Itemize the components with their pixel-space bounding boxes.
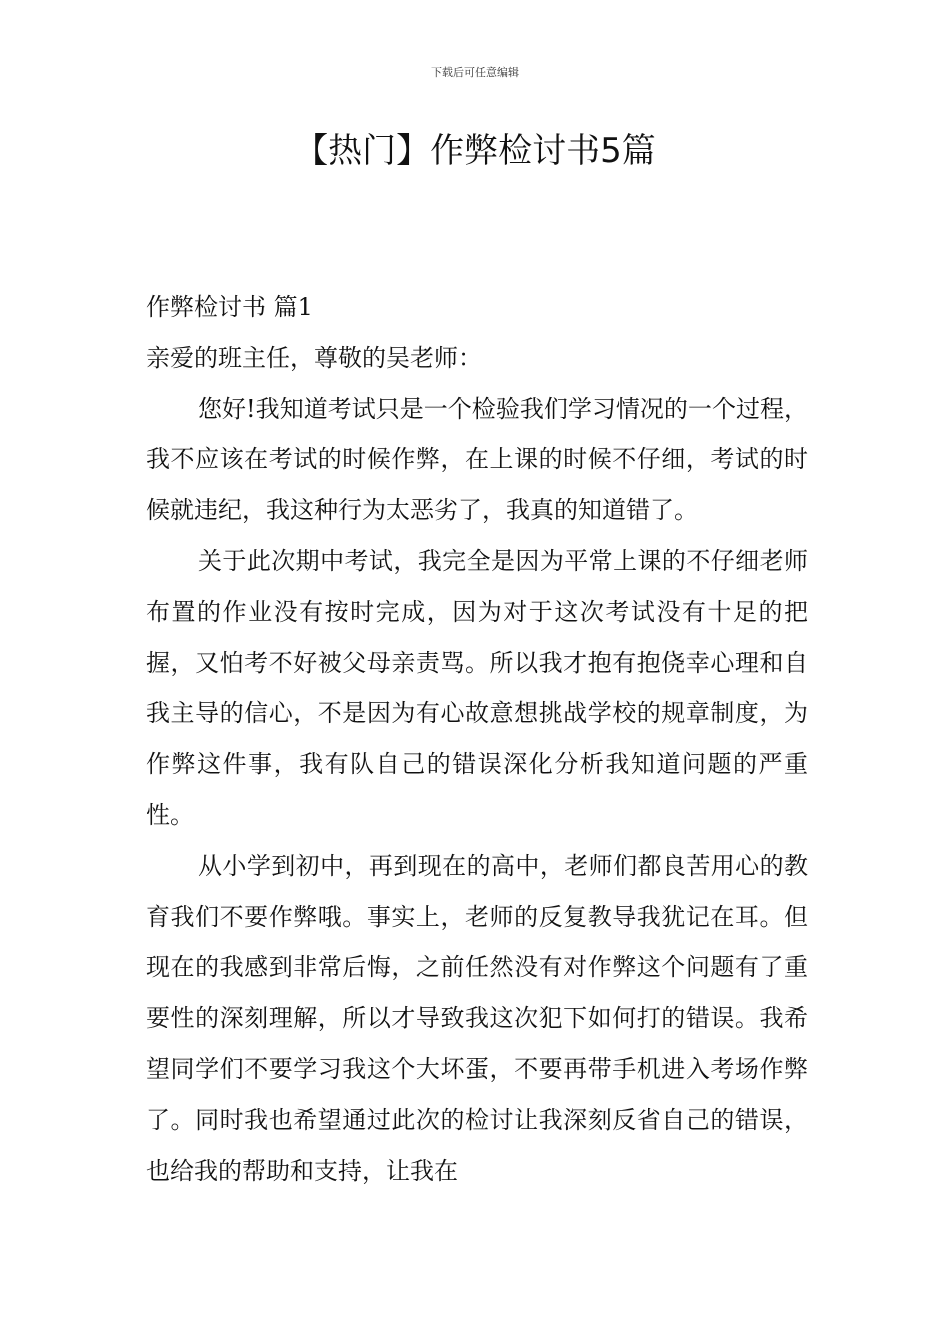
document-title: 【热门】作弊检讨书5篇 <box>294 131 656 171</box>
document-body <box>146 282 808 1196</box>
body-paragraph-1: 您好!我知道考试只是一个检验我们学习情况的一个过程，我不应该在考试的时候作弊，在上课的时候不仔细，考试的时候就违纪，我这种行为太恶劣了，我真的知道错了。 <box>146 394 808 525</box>
body-paragraph-3: 从小学到初中，再到现在的高中，老师们都良苦用心的教育我们不要作弊哦。事实上，老师的反复教导我犹记在耳。但现在的我感到非常后悔，之前任然没有对作弊这个问题有了重要性的深刻理解，所以才导致我这次犯下如何打的错误。我希望同学们不要学习我这个大坏蛋，不要再带手机进入考场作弊了。同时我也希望通过此次的检讨让我深刻反省自己的错误，也给我的帮助和支持，让我在 <box>146 851 808 1185</box>
body-paragraph-2: 关于此次期中考试，我完全是因为平常上课的不仔细老师布置的作业没有按时完成，因为对于这次考试没有十足的把握，又怕考不好被父母亲责骂。所以我才抱有抱侥幸心理和自我主导的信心，不是因为有心故意想挑战学校的规章制度，为作弊这件事，我有队自己的错误深化分析我知道问题的严重性。 <box>146 546 808 829</box>
salutation: 亲爱的班主任，尊敬的吴老师： <box>146 343 482 372</box>
section-heading: 作弊检讨书 篇1 <box>146 293 313 321</box>
page-header-note: 下载后可任意编辑 <box>431 66 519 79</box>
